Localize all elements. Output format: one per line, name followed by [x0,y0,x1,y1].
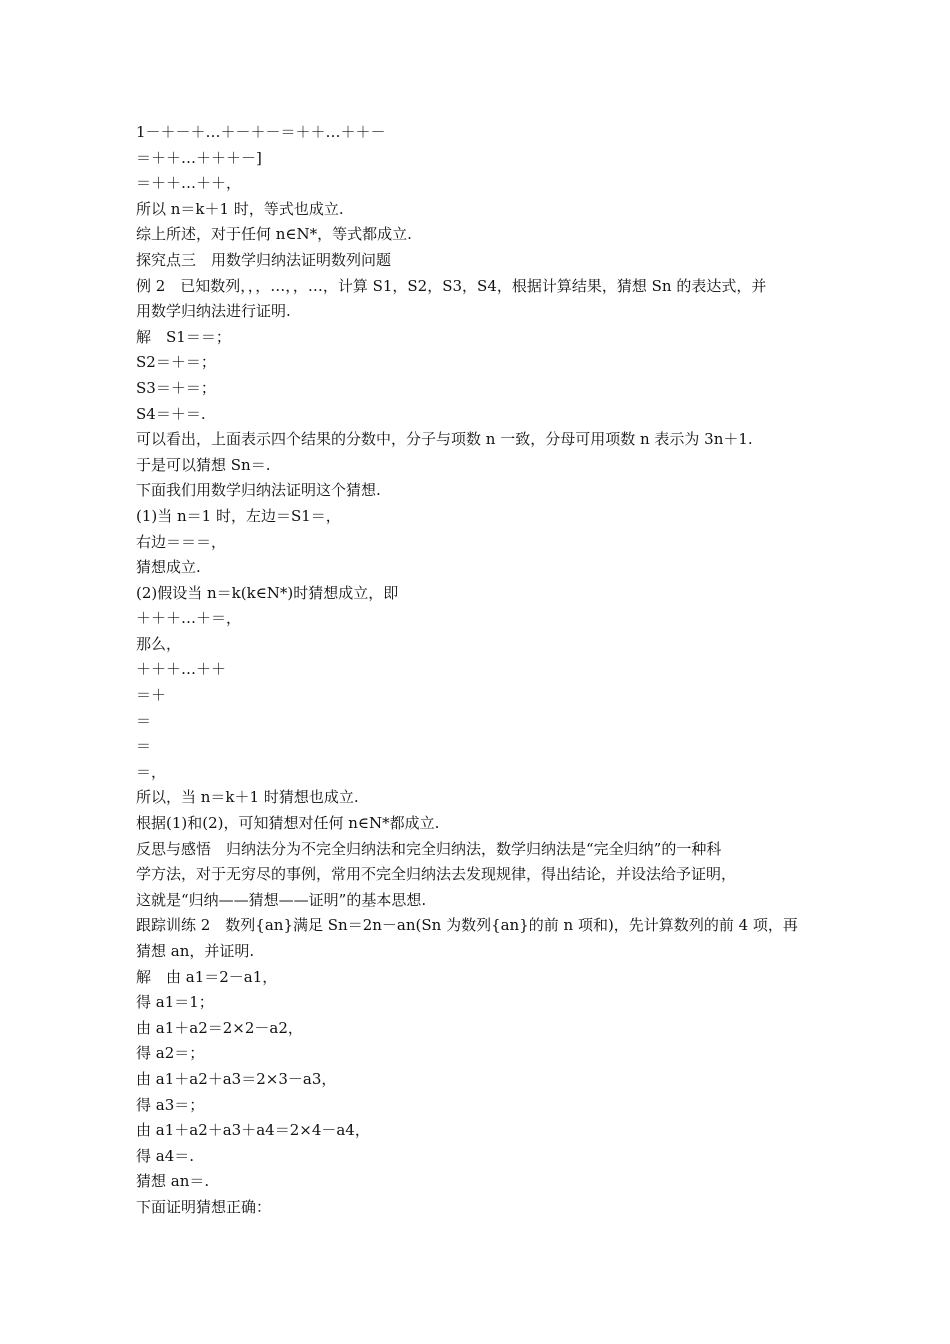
section-heading: 探究点三 用数学归纳法证明数列问题 [136,250,392,269]
text-line: S2＝＋＝； [136,353,216,372]
text-line: ＝＋ [136,686,167,705]
text-line: 由 a1＋a2＋a3＋a4＝2×4－a4， [136,1121,370,1140]
text-line: ＝＋＋…＋＋＋－] [136,148,262,167]
text-line: 得 a4＝. [136,1146,195,1165]
text-line: 下面我们用数学归纳法证明这个猜想. [136,481,381,500]
text-line: 猜想 an，并证明. [136,942,255,960]
text-line: 学方法，对于无穷尽的事例，常用不完全归纳法去发现规律，得出结论，并设法给予证明， [136,865,737,884]
text-line: 得 a1＝1； [136,993,214,1012]
text-line: ＝ [136,737,152,756]
text-line: 猜想 an＝. [136,1172,210,1191]
text-line: (1)当 n＝1 时，左边＝S1＝， [136,506,341,525]
text-line: ＋＋＋…＋＝， [136,609,242,628]
text-line: ＝ [136,711,152,730]
text-line: 综上所述，对于任何 n∈N*，等式都成立. [136,225,412,244]
text-line: 得 a3＝； [136,1095,205,1114]
text-line: 所以 n＝k＋1 时，等式也成立. [136,199,344,218]
text-line: 右边＝＝＝， [136,532,227,551]
text-line: 解 S1＝＝； [136,327,231,346]
text-line: 这就是“归纳——猜想——证明”的基本思想. [136,890,427,909]
reflection-title: 反思与感悟 归纳法分为不完全归纳法和完全归纳法，数学归纳法是“完全归纳”的一种科 [136,839,722,858]
text-line: 用数学归纳法进行证明. [136,302,291,321]
text-line: 于是可以猜想 Sn＝. [136,455,271,474]
text-line: 下面证明猜想正确： [136,1197,272,1216]
text-line: S3＝＋＝； [136,378,216,397]
exercise-title: 跟踪训练 2 数列{an}满足 Sn＝2n－an(Sn 为数列{an}的前 n 项和)，先计算数列的前 4 项，再 [136,916,798,935]
document-page [136,120,816,1221]
text-line: ＋＋＋…＋＋ [136,660,227,679]
text-line: S4＝＋＝. [136,404,206,423]
text-line: 可以看出，上面表示四个结果的分数中，分子与项数 n 一致，分母可用项数 n 表示为 3n＋1. [136,430,753,449]
text-line: ＝， [136,762,167,781]
text-line: 得 a2＝； [136,1044,205,1063]
example-title: 例 2 已知数列，，，…，，…，计算 S1，S2，S3，S4，根据计算结果，猜想 Sn 的表达式，并 [136,276,767,295]
text-line: 解 由 a1＝2－a1， [136,967,278,986]
text-line: (2)假设当 n＝k(k∈N*)时猜想成立，即 [136,583,399,602]
text-line: 由 a1＋a2＝2×2－a2， [136,1018,303,1037]
text-line: 根据(1)和(2)，可知猜想对任何 n∈N*都成立. [136,814,440,833]
text-line: 所以，当 n＝k＋1 时猜想也成立. [136,788,359,807]
text-line: 那么， [136,634,182,653]
text-line: 由 a1＋a2＋a3＝2×3－a3， [136,1069,337,1088]
text-line: 1－＋－＋…＋－＋－＝＋＋…＋＋－ [136,123,386,141]
text-line: 猜想成立. [136,558,201,577]
text-line: ＝＋＋…＋＋， [136,174,242,193]
